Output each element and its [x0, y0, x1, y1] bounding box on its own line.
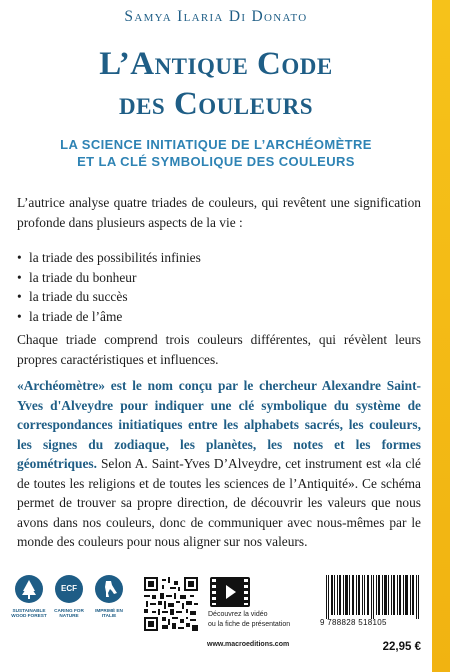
badge-label: SUSTAINABLE WOOD FOREST: [11, 608, 47, 619]
italy-icon: [95, 575, 123, 603]
badge-label: IMPRIMÉ EN ITALIE: [95, 608, 123, 619]
subtitle-line-1: LA SCIENCE INITIATIQUE DE L’ARCHÉOMÈTRE: [60, 137, 372, 152]
price-label: 22,95 €: [382, 641, 421, 653]
list-item: • la triade du succès: [17, 287, 421, 307]
subtitle-line-2: ET LA CLÉ SYMBOLIQUE DES COULEURS: [77, 154, 355, 169]
paragraph-three: [17, 376, 421, 552]
video-caption: [208, 610, 318, 630]
badge-italy: [90, 575, 128, 618]
intro-paragraph: L’autrice analyse quatre triades de couleurs, qui revêtent une signification profonde dans plusieurs aspects de la vie :: [17, 195, 421, 230]
list-item: • la triade des possibilités infinies: [17, 248, 421, 268]
archeometre-definition: «Archéomètre» est le nom conçu par le chercheur Alexandre Saint-Yves d'Alveydre pour indiquer une clé symbolique du système de correspondances initiatiques entre les alphabets sacrés, les couleurs, les signes du zodiaque, les planètes, les notes et les formes géométriques.: [17, 378, 421, 471]
website-link[interactable]: www.macroeditions.com: [207, 641, 290, 648]
author-name: Samya Ilaria Di Donato: [124, 8, 308, 25]
yellow-spine-strip: [432, 0, 450, 672]
list-item: • la triade du bonheur: [17, 268, 421, 288]
paragraph-three-rest: Selon A. Saint-Yves D’Alveydre, cet instrument est «la clé de toutes les religions et de toutes les sciences de l’Antiquité». Ce schéma permet de trouver sa propre direction, de découvrir les valeurs que nous avons dans nos couleurs, donc de communiquer avec nous-mêmes par le monde des couleurs pour nous aligner sur nos valeurs.: [17, 456, 421, 549]
ecf-icon: ECF: [55, 575, 83, 603]
tree-icon: [15, 575, 43, 603]
barcode-bars: [326, 575, 426, 619]
video-caption-line-2: ou la fiche de présentation: [208, 621, 291, 628]
list-item: • la triade de l’âme: [17, 307, 421, 327]
badge-label: CARING FOR NATURE: [54, 608, 84, 619]
title-line-1: L’Antique Code: [99, 46, 333, 82]
triads-list: [17, 248, 421, 326]
isbn-digits: 9 788828 518105: [320, 618, 387, 627]
qr-code[interactable]: [144, 577, 198, 631]
paragraph-two: Chaque triade comprend trois couleurs différentes, qui révèlent leurs propres caractéristiques et influences.: [17, 332, 421, 367]
badge-sustainable: [10, 575, 48, 618]
title-line-2: des Couleurs: [118, 86, 314, 122]
eco-badges: [10, 575, 130, 645]
video-caption-line-1: Découvrez la vidéo: [208, 611, 268, 618]
badge-ecf: [50, 575, 88, 618]
isbn-barcode: [320, 575, 430, 637]
